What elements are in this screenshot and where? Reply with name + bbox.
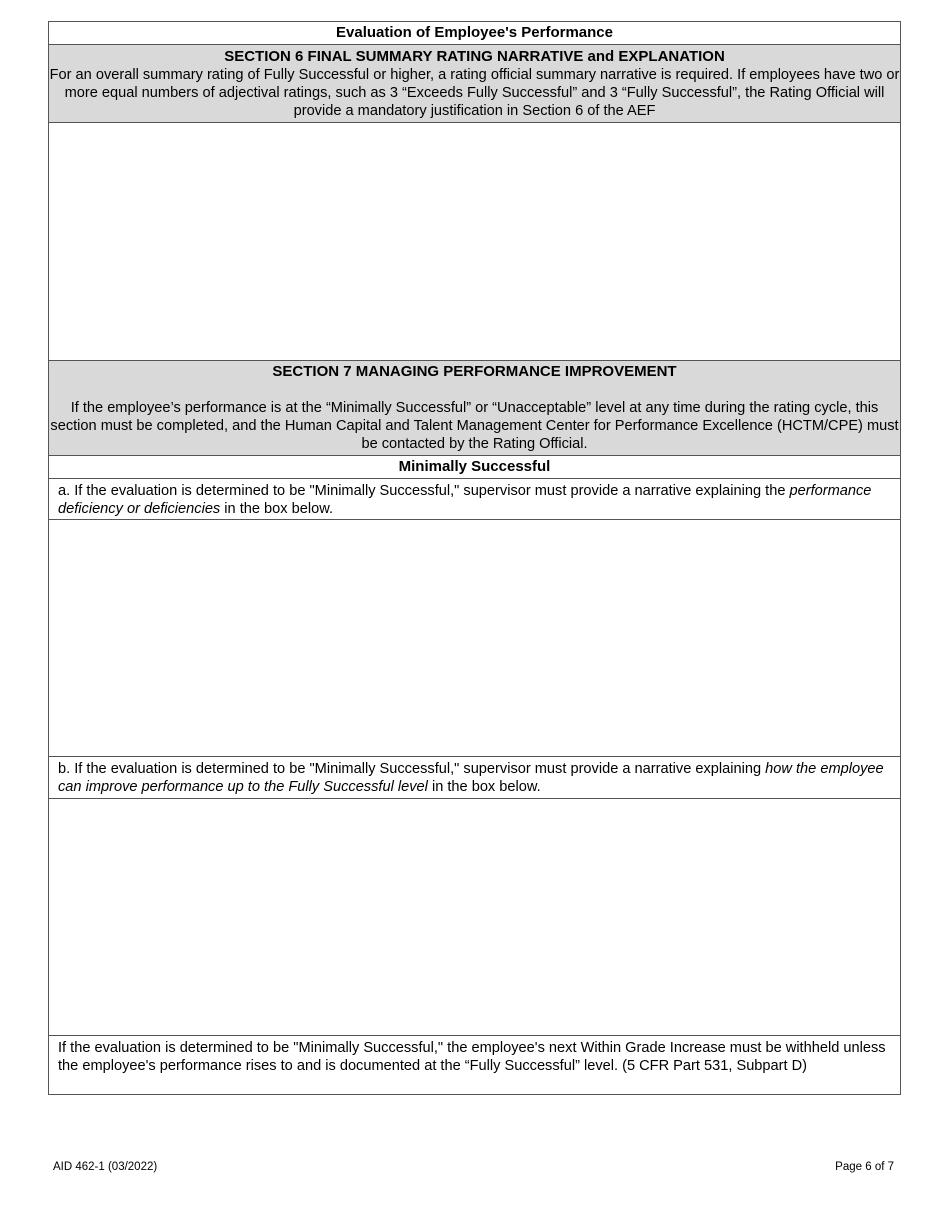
- item-a-text-start: a. If the evaluation is determined to be "Minimally Successful," supervisor must provide a narrative explaining the: [58, 483, 790, 499]
- item-a-prompt: [49, 479, 900, 520]
- item-b-emphasis: how the employee can improve performance up to the Fully Successful level: [58, 761, 884, 795]
- section-7-header: [49, 361, 900, 456]
- item-a-text-end: in the box below.: [220, 501, 334, 517]
- deficiency-narrative-box[interactable]: [49, 520, 900, 757]
- section-6-instructions: For an overall summary rating of Fully Successful or higher, a rating official summary narrative is required. If employees have two or more equal numbers of adjectival ratings, such as 3 “Exceeds Fully Successful” and 3 “Fully Successful”, the Rating Official will provide a mandatory justification in Section 6 of the AEF: [49, 67, 900, 119]
- improvement-narrative-box[interactable]: [49, 799, 900, 1036]
- summary-narrative-box[interactable]: [49, 123, 900, 361]
- within-grade-note: If the evaluation is determined to be "Minimally Successful," the employee's next Within Grade Increase must be withheld unless the employee's performance rises to and is documented at the “Fully Successful” level. (5 CFR Part 531, Subpart D): [58, 1040, 886, 1074]
- form-id: AID 462-1 (03/2022): [53, 1161, 158, 1173]
- item-a-emphasis: performance deficiency or deficiencies: [58, 483, 872, 517]
- page-number: Page 6 of 7: [835, 1161, 894, 1173]
- section-6-heading: SECTION 6 FINAL SUMMARY RATING NARRATIVE and EXPLANATION: [224, 48, 725, 65]
- evaluation-form: [48, 21, 901, 1095]
- form-title: Evaluation of Employee's Performance: [49, 22, 900, 45]
- section-7-instructions: If the employee’s performance is at the “Minimally Successful” or “Unacceptable” level at any time during the rating cycle, this section must be completed, and the Human Capital and Talent Management Center for Performance Excellence (HCTM/CPE) must be contacted by the Rating Official.: [50, 400, 899, 452]
- item-b-text-start: b. If the evaluation is determined to be "Minimally Successful," supervisor must provide a narrative explaining: [58, 761, 766, 777]
- section-7-heading: SECTION 7 MANAGING PERFORMANCE IMPROVEMENT: [272, 363, 677, 380]
- item-b-prompt: [49, 757, 900, 799]
- item-b-text-end: in the box below.: [427, 779, 541, 795]
- minimally-successful-heading: Minimally Successful: [49, 456, 900, 479]
- section-6-header: [49, 45, 900, 123]
